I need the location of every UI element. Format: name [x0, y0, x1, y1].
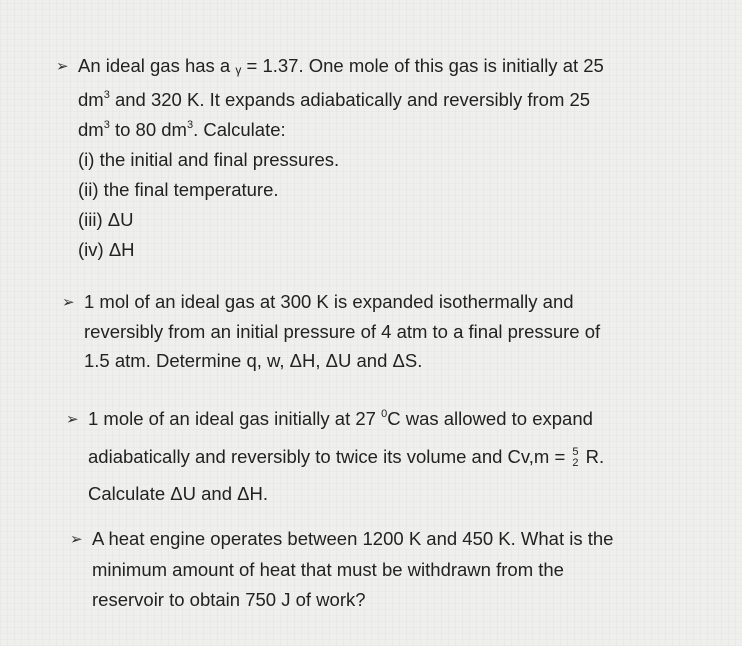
degree-superscript: 0	[381, 408, 388, 420]
question-4	[70, 524, 613, 615]
question-2-line-1: ➢ 1 mol of an ideal gas at 300 K is expanded isothermally and	[62, 287, 600, 317]
question-1	[56, 51, 604, 265]
question-2-line-2: reversibly from an initial pressure of 4 atm to a final pressure of	[84, 321, 601, 342]
question-2	[62, 287, 600, 375]
gamma-symbol: γ	[235, 63, 242, 77]
question-3-line-1: ➢ 1 mole of an ideal gas initially at 27 $^0$C was allowed to expand	[66, 400, 604, 438]
question-3-line-2: adiabatically and reversibly to twice its volume and Cv,m = 5 2 R.	[88, 446, 605, 470]
question-4-line-3: reservoir to obtain 750 J of work?	[92, 589, 366, 610]
fraction-five-halves: 5 2	[572, 446, 579, 470]
question-1-part-iii: (iii) ΔU	[78, 209, 134, 230]
question-1-part-ii: (ii) the final temperature.	[78, 179, 279, 200]
question-1-line-1: ➢ An ideal gas has a γ = 1.37. One mole of this gas is initially at 25	[56, 51, 604, 85]
question-1-part-i: (i) the initial and final pressures.	[78, 149, 340, 170]
arrow-bullet-icon: ➢	[66, 411, 79, 428]
question-2-line-3: 1.5 atm. Determine q, w, ΔH, ΔU and ΔS.	[84, 350, 423, 371]
arrow-bullet-icon: ➢	[62, 294, 75, 311]
question-1-line-3: $dm^3$ to 80 $dm^3$. Calculate:	[78, 119, 286, 140]
arrow-bullet-icon: ➢	[70, 531, 83, 548]
question-1-part-iv: (iv) ΔH	[78, 239, 135, 260]
question-4-line-1: ➢ A heat engine operates between 1200 K and 450 K. What is the	[70, 524, 613, 555]
question-3	[66, 400, 604, 512]
arrow-bullet-icon: ➢	[56, 58, 69, 75]
question-3-line-3: Calculate ΔU and ΔH.	[88, 483, 268, 504]
question-1-line-2: $dm^3$ and 320 K. It expands adiabatically and reversibly from 25	[78, 89, 591, 110]
question-4-line-2: minimum amount of heat that must be withdrawn from the	[92, 559, 564, 580]
